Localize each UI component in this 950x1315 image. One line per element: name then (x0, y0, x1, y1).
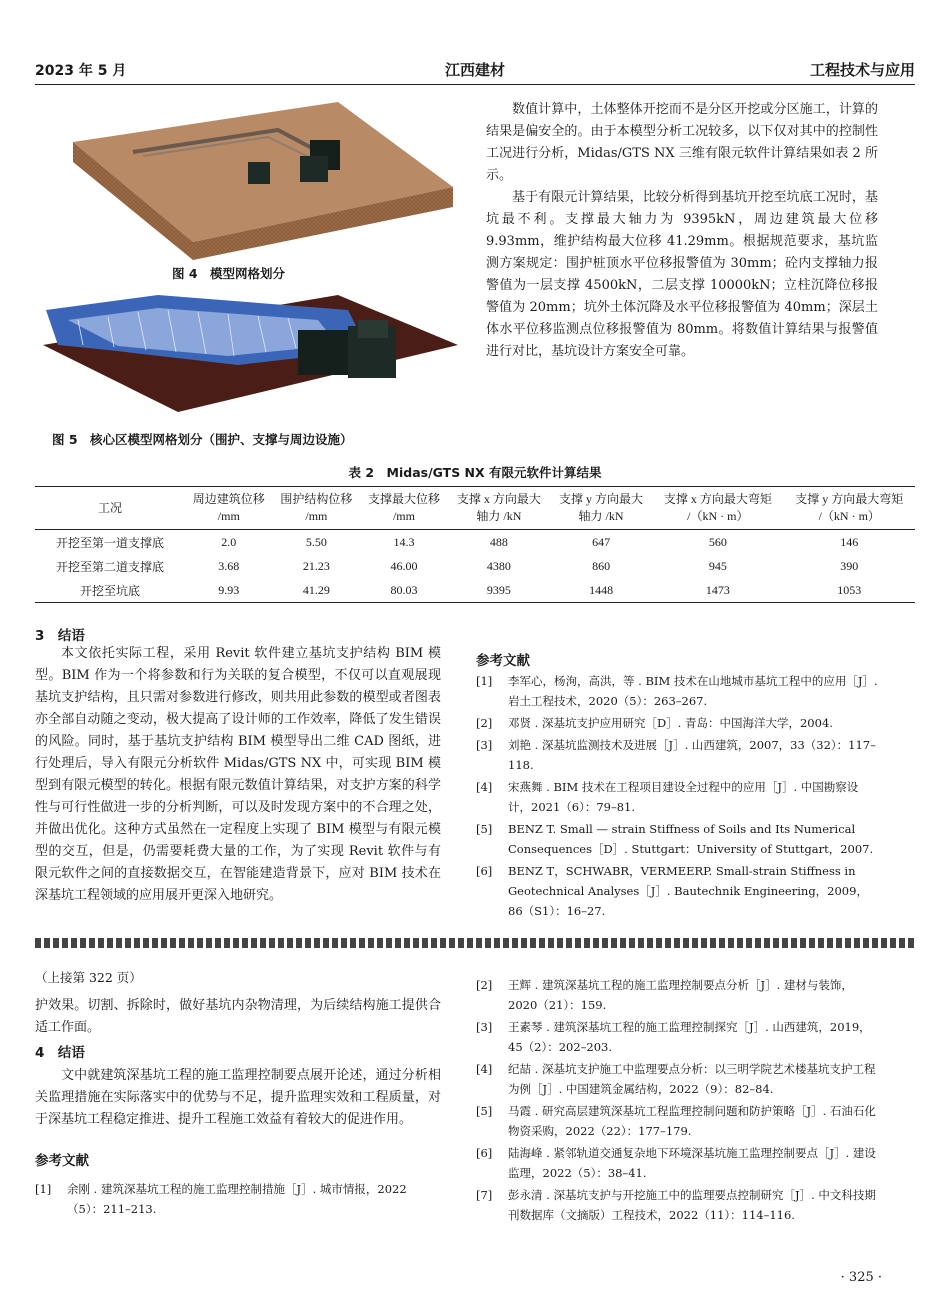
bottom-left-column (35, 967, 441, 1221)
table-cell: 5.50 (305, 534, 327, 549)
page-number: · 325 · (840, 1270, 882, 1285)
table-cell: 2.0 (221, 534, 237, 549)
col-header: 支撑 y 方向最大弯矩 /（kN · m） (784, 487, 915, 530)
table-cell: 1448 (550, 578, 652, 603)
section-3-body-wrap (35, 643, 441, 907)
table-cell: 488 (489, 534, 508, 549)
bottom-right-references (476, 975, 878, 1227)
table-cell: 860 (592, 558, 611, 573)
table-cell: 开挖至第二道支撑底 (55, 559, 164, 574)
table-cell: 146 (840, 534, 859, 549)
reference-item: [1] 李军心，杨洵，高洪，等 . BIM 技术在山地城市基坑工程中的应用［J］. 岩土工程技术，2020（5）：263–267. (476, 674, 878, 708)
header-date: 2023 年 5 月 (35, 63, 127, 79)
col-header: 围护结构位移 /mm (273, 487, 361, 530)
table-cell: 4380 (486, 558, 511, 573)
journal-name: 江西建材 (444, 61, 505, 79)
table-cell: 80.03 (360, 578, 448, 603)
col-header: 支撑 x 方向最大 轴力 /kN (448, 487, 550, 530)
table-cell: 14.3 (393, 534, 415, 549)
reference-item: [6] BENZ T，SCHWABR，VERMEERP. Small-strain Stiffness in Geotechnical Analyses［J］. Bautechnik Engineering，2009，86（S1）：16–27. (476, 864, 868, 918)
figure-4-mesh-model (38, 92, 458, 262)
col-header: 工况 (35, 487, 185, 530)
table-cell: 647 (592, 534, 611, 549)
table-header-row (35, 487, 915, 530)
col-header: 周边建筑位移 /mm (185, 487, 273, 530)
table-cell: 21.23 (302, 558, 330, 573)
references-list (476, 671, 878, 923)
table-cell: 开挖至第一道支撑底 (55, 535, 164, 550)
table-cell: 开挖至坑底 (35, 578, 185, 603)
paragraph: 文中就建筑深基坑工程的施工监理控制要点展开论述，通过分析相关监理措施在实际落实中的优势与不足，提升监理实效和工程质量，对于深基坑工程稳定推进、提升工程施工效益有着较大的促进作用。 (35, 1068, 441, 1127)
reference-item: [4] 宋燕舞 . BIM 技术在工程项目建设全过程中的应用［J］. 中国勘察设计，2021（6）：79–81. (476, 780, 859, 814)
table-row (35, 554, 915, 578)
table-cell: 9395 (448, 578, 550, 603)
paragraph: 数值计算中，土体整体开挖而不是分区开挖或分区施工，计算的结果是偏安全的。由于本模型分析工况较多，以下仅对其中的控制性工况进行分析，Midas/GTS NX 三维有限元软件计算结果如表 2 所示。 (486, 102, 878, 183)
table-row (35, 578, 915, 603)
references-title: 参考文献 (35, 1153, 89, 1169)
table-cell: 1473 (652, 578, 783, 603)
table-cell: 41.29 (273, 578, 361, 603)
reference-item: [5] 马霞 . 研究高层建筑深基坑工程监理控制问题和防护策略［J］. 石油石化物资采购，2022（22）：177–179. (476, 1104, 876, 1138)
reference-item: [5] BENZ T. Small — strain Stiffness of Soils and Its Numerical Consequences［D］. Stuttgart：University of Stuttgart，2007. (476, 822, 874, 856)
reference-item: [3] 王素琴 . 建筑深基坑工程的施工监理控制探究［J］. 山西建筑，2019，45（2）：202–203. (476, 1020, 871, 1054)
col-header: 支撑 x 方向最大弯矩 /（kN · m） (652, 487, 783, 530)
header-rule (35, 84, 915, 85)
table-cell: 46.00 (390, 558, 418, 573)
table-2 (35, 486, 915, 603)
table-cell: 9.93 (185, 578, 273, 603)
col-header: 支撑最大位移 /mm (360, 487, 448, 530)
reference-item: [7] 彭永清 . 深基坑支护与开挖施工中的监理要点控制研究［J］. 中文科技期刊数据库（文摘版）工程技术，2022（11）：114–116. (476, 1188, 876, 1222)
table-cell: 560 (708, 534, 727, 549)
table-cell: 3.68 (218, 558, 240, 573)
table-row (35, 530, 915, 555)
figure-5-core-area-mesh (38, 290, 463, 420)
references-title: 参考文献 (476, 653, 530, 669)
paragraph: 基于有限元计算结果，比较分析得到基坑开挖至坑底工况时，基坑最不利。支撑最大轴力为 9395kN，周边建筑最大位移 9.93mm，维护结构最大位移 41.29mm。根据规范要求，基坑监测方案规定：围护桩顶水平位移报警值为 30mm；砼内支撑轴力报警值为一层支撑 4500kN，二层支撑 10000kN；立柱沉降位移报警值为 20mm；坑外土体沉降及水平位移报警值为 40mm；深层土体水平位移监测点位移报警值为 80mm。将数值计算结果与报警值进行对比，基坑设计方案安全可靠。 (486, 190, 878, 359)
col-header: 支撑 y 方向最大 轴力 /kN (550, 487, 652, 530)
table-cell: 1053 (784, 578, 915, 603)
reference-item: [2] 邓贤 . 深基坑支护应用研究［D］. 青岛：中国海洋大学，2004. (476, 716, 833, 730)
reference-item: [4] 纪喆 . 深基坑支护施工中监理要点分析：以三明学院艺术楼基坑支护工程为例［J］. 中国建筑金属结构，2022（9）：82–84. (476, 1062, 876, 1096)
figure-4-caption: 图 4 模型网格划分 (172, 266, 286, 281)
reference-item: [1] 余刚 . 建筑深基坑工程的施工监理控制措施［J］. 城市情报，2022（5）：211–213. (35, 1182, 407, 1216)
reference-item: [3] 刘艳 . 深基坑监测技术及进展［J］. 山西建筑，2007，33（32）：117–118. (476, 738, 876, 772)
right-column (486, 99, 878, 363)
cut-line-divider (35, 938, 915, 948)
section-3-title: 3 结语 (35, 628, 85, 644)
figure-5-caption: 图 5 核心区模型网格划分（围护、支撑与周边设施） (52, 432, 353, 447)
reference-item: [6] 陆海峰 . 紧邻轨道交通复杂地下环境深基坑施工监理控制要点［J］. 建设监理，2022（5）：38–41. (476, 1146, 876, 1180)
table-cell: 390 (840, 558, 859, 573)
table-cell: 945 (708, 558, 727, 573)
section-4-title: 4 结语 (35, 1045, 85, 1061)
paragraph: 护效果。切割、拆除时，做好基坑内杂物清理，为后续结构施工提供合适工作面。 (35, 998, 441, 1035)
reference-item: [2] 王辉 . 建筑深基坑工程的施工监理控制要点分析［J］. 建材与装饰，2020（21）：159. (476, 978, 853, 1012)
continued-note: （上接第 322 页） (35, 970, 142, 985)
table-2-caption: 表 2 Midas/GTS NX 有限元软件计算结果 (348, 465, 602, 480)
header-section: 工程技术与应用 (809, 61, 915, 79)
paragraph: 本文依托实际工程，采用 Revit 软件建立基坑支护结构 BIM 模型。BIM 作为一个将参数和行为关联的复合模型，不仅可以直观展现基坑支护结构，且只需对参数进行修改，则共用此参数的模型或者图表亦全部自动随之变动，极大提高了设计师的工作效率，降低了发生错误的风险。同时，基于基坑支护结构 BIM 模型导出二维 CAD 图纸，进行处理后，导入有限元分析软件 Midas/GTS NX 中，可实现 BIM 模型到有限元模型的转化。根据有限元数值计算结果，对支护方案的科学性与可行性做进一步的分析判断，可以及时发现方案中的不合理之处，并做出优化。这种方式虽然在一定程度上实现了 BIM 模型与有限元模型的交互，但是，仍需要耗费大量的工作，为了实现 Revit 软件与有限元软件之间的直接数据交互，在智能建造背景下，应对 BIM 技术在深基坑工程领域的应用展开更深入地研究。 (35, 646, 441, 903)
